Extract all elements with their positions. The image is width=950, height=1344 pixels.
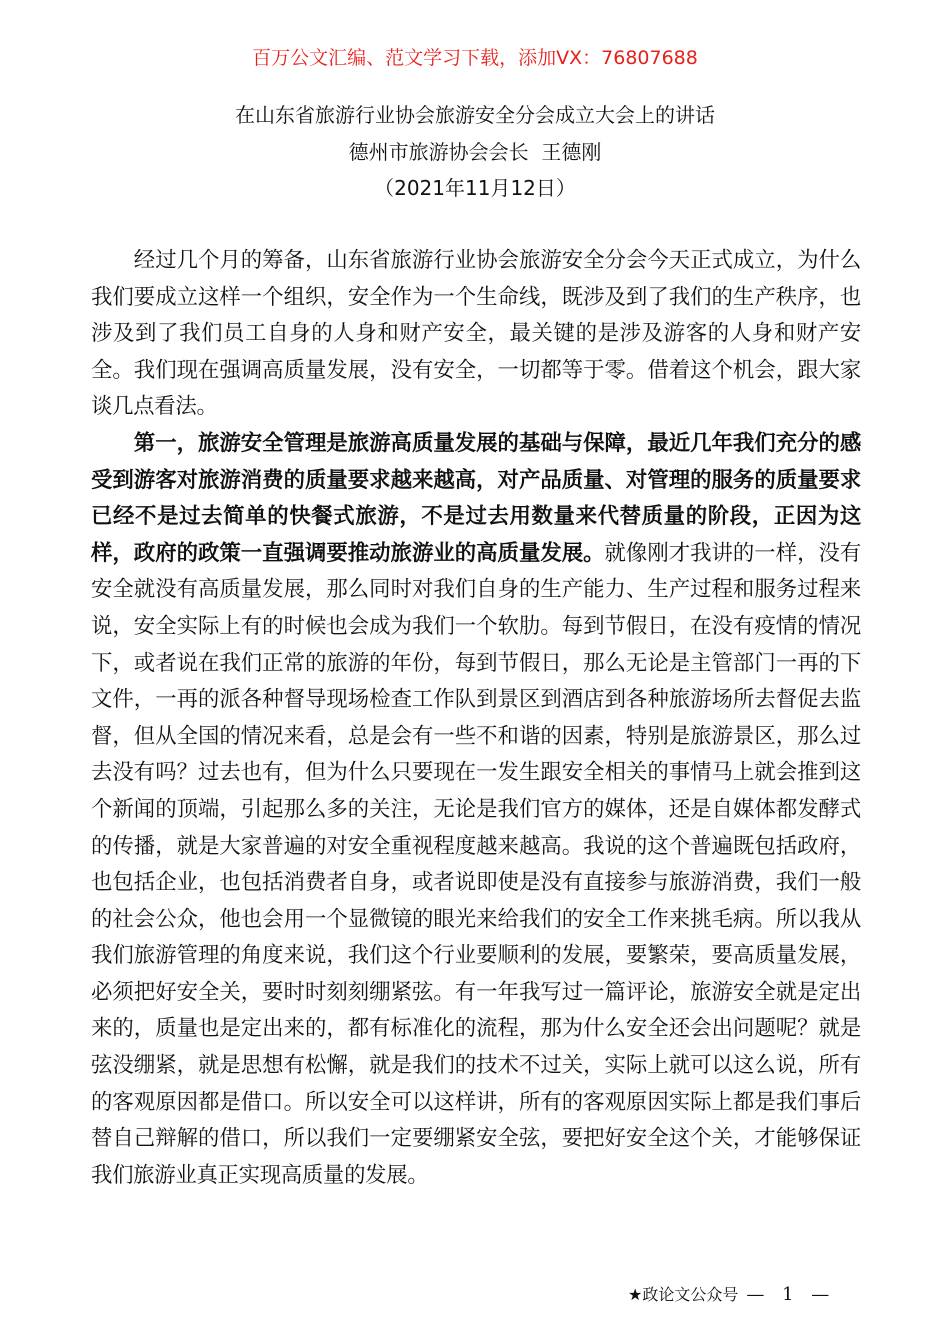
paragraph-bold-lead: 第一，旅游安全管理是旅游高质量发展的基础与保障，最近几年我们充分的感受到游客对旅游消费的质量要求越来越高，对产品质量、对管理的服务的质量要求已经不是过去简单的快餐式旅游，不是过去用数量来代替质量的阶段，正因为这样，政府的政策一直强调要推动旅游业的高质量发展。 (91, 430, 861, 566)
speaker-line: 德州市旅游协会会长 王德刚 (348, 139, 602, 164)
page-footer (628, 1283, 835, 1307)
speech-body (91, 243, 861, 1194)
document-title-block (0, 97, 950, 207)
paragraph-text: 经过几个月的筹备，山东省旅游行业协会旅游安全分会今天正式成立，为什么我们要成立这样一个组织，安全作为一个生命线，既涉及到了我们的生产秩序，也涉及到了我们员工自身的人身和财产安全，最关键的是涉及游客的人身和财产安全。我们现在强调高质量发展，没有安全，一切都等于零。借着这个机会，跟大家谈几点看法。 (91, 248, 861, 420)
paragraph-first-point (91, 426, 861, 1194)
footer-source: ★政论文公众号 (628, 1285, 739, 1304)
download-notice-header: 百万公文汇编、范文学习下载，添加VX：76807688 (252, 47, 698, 69)
paragraph-intro (91, 243, 861, 426)
paragraph-text: 就像刚才我讲的一样，没有安全就没有高质量发展，那么同时对我们自身的生产能力、生产过程和服务过程来说，安全实际上有的时候也会成为我们一个软肋。每到节假日，在没有疫情的情况下，或者说在我们正常的旅游的年份，每到节假日，那么无论是主管部门一再的下文件，一再的派各种督导现场检查工作队到景区到酒店到各种旅游场所去督促去监督，但从全国的情况来看，总是会有一些不和谐的因素，特别是旅游景区，那么过去没有吗？过去也有，但为什么只要现在一发生跟安全相关的事情马上就会推到这个新闻的顶端，引起那么多的关注，无论是我们官方的媒体，还是自媒体都发酵式的传播，就是大家普遍的对安全重视程度越来越高。我说的这个普遍既包括政府，也包括企业，也包括消费者自身，或者说即使是没有直接参与旅游消费，我们一般的社会公众，他也会用一个显微镜的眼光来给我们的安全工作来挑毛病。所以我从我们旅游管理的角度来说，我们这个行业要顺利的发展，要繁荣，要高质量发展，必须把好安全关，要时时刻刻绷紧弦。有一年我写过一篇评论，旅游安全就是定出来的，质量也是定出来的，都有标准化的流程，那为什么安全还会出问题呢？就是弦没绷紧，就是思想有松懈，就是我们的技术不过关，实际上就可以这么说，所有的客观原因都是借口。所以安全可以这样讲，所有的客观原因实际上都是我们事后替自己辩解的借口，所以我们一定要绷紧安全弦，要把好安全这个关，才能够保证我们旅游业真正实现高质量的发展。 (91, 540, 861, 1188)
document-title: 在山东省旅游行业协会旅游安全分会成立大会上的讲话 (235, 103, 715, 127)
page-number: — 1 — (746, 1284, 836, 1305)
speech-date: （2021年11月12日） (374, 176, 576, 200)
